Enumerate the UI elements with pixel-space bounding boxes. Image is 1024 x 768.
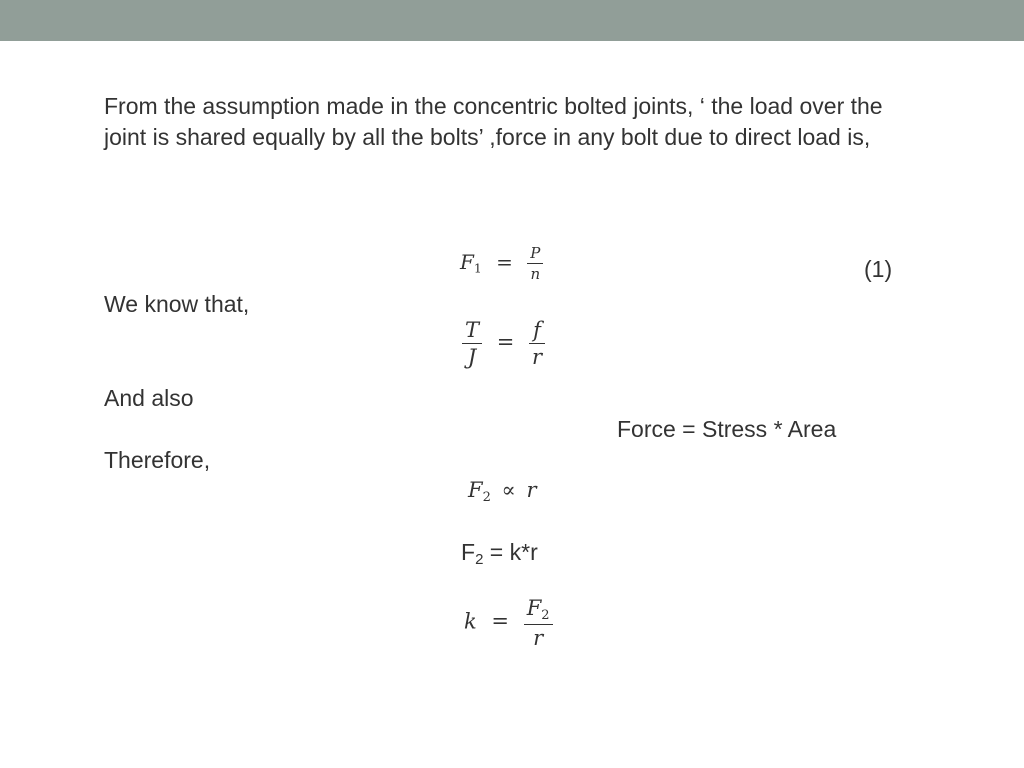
force-formula: Force = Stress * Area — [617, 416, 837, 442]
equation-2 — [462, 318, 545, 369]
eq3-proportional: ∝ — [501, 478, 516, 502]
eq2-lhs-fraction: $\frac{T}{J}$ — [462, 318, 482, 369]
equation-1-tag: (1) — [864, 256, 893, 282]
eq5-fraction: $\frac{F_2}{r}$ — [524, 596, 553, 650]
eq5-lhs: k — [464, 609, 477, 634]
we-know-label: We know that, — [104, 291, 250, 317]
equation-3 — [468, 478, 537, 505]
therefore-label: Therefore, — [104, 447, 211, 473]
eq1-lhs: $F_1$ — [460, 250, 482, 276]
top-title-bar — [0, 0, 1024, 41]
eq5-equals: = — [491, 609, 510, 634]
eq3-lhs: $F_2$ — [468, 478, 491, 505]
eq2-rhs-fraction: $\frac{f}{r}$ — [529, 318, 545, 369]
eq1-equals: = — [496, 250, 513, 274]
eq3-rhs: r — [526, 478, 537, 502]
eq1-fraction: $\frac{P}{n}$ — [527, 244, 543, 283]
equation-1 — [460, 244, 543, 283]
eq2-equals: = — [496, 330, 515, 354]
equation-4: $F_2 = k*r$ — [461, 539, 538, 568]
equation-5 — [464, 596, 553, 650]
intro-paragraph: From the assumption made in the concentric bolted joints, ‘ the load over the joint is shared equally by all the bolts’ ,force in any bolt due to direct load is, — [104, 93, 883, 150]
and-also-label: And also — [104, 385, 194, 411]
